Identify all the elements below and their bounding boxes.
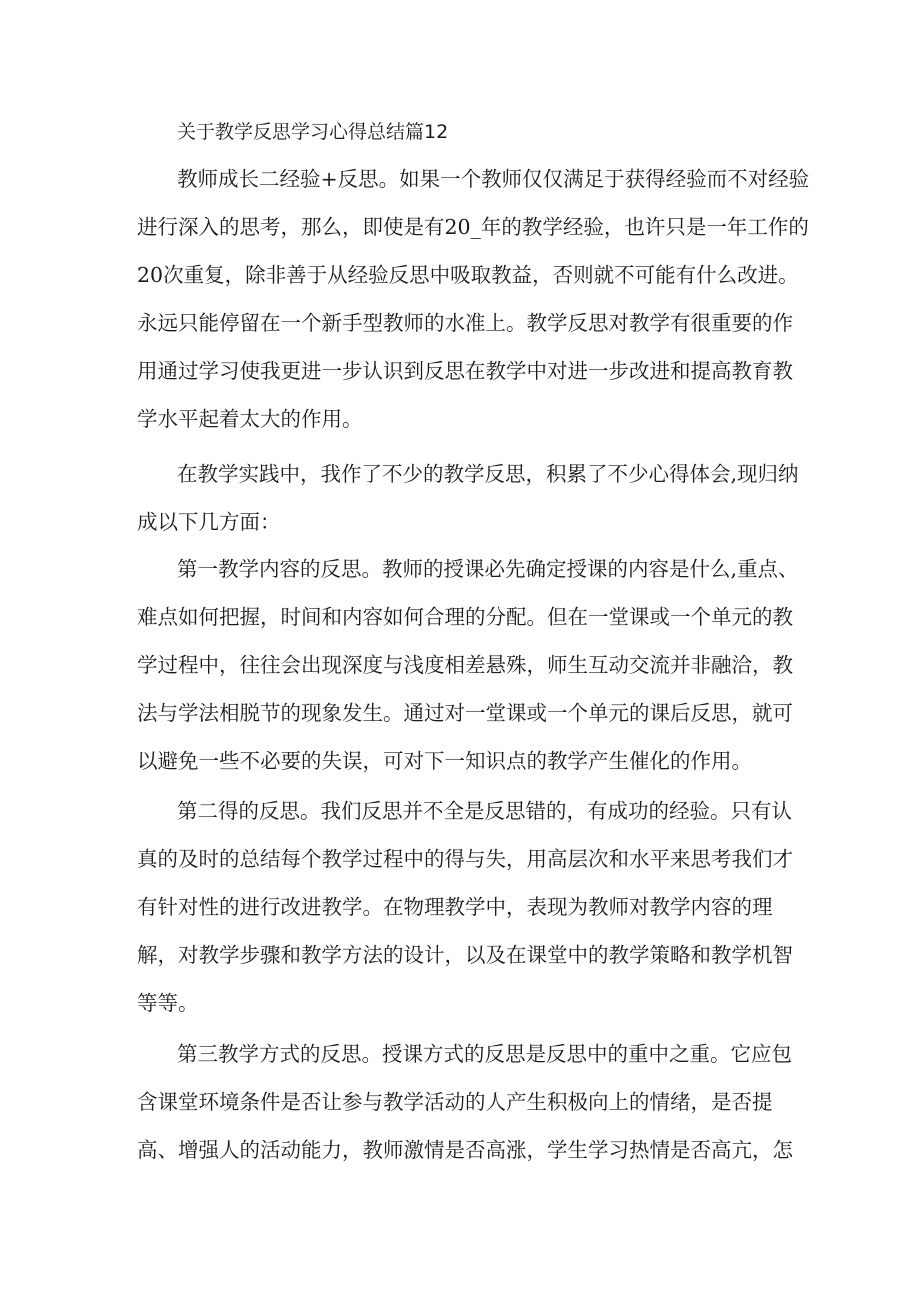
text-line: 在教学实践中，我作了不少的教学反思，积累了不少心得体会,现归纳 [177,462,799,486]
text-line: 第一教学内容的反思。教师的授课必先确定授课的内容是什么,重点、 [177,557,799,581]
text-line: 教师成长二经验+反思。如果一个教师仅仅满足于获得经验而不对经验 [177,167,810,191]
text-line: 高、增强人的活动能力，教师激情是否高涨，学生学习热情是否高亢，怎 [137,1138,793,1162]
document-title: 关于教学反思学习心得总结篇12 [177,121,449,143]
text-line: 有针对性的进行改进教学。在物理教学中，表现为教师对教学内容的理 [137,895,773,919]
text-line: 第二得的反思。我们反思并不全是反思错的，有成功的经验。只有认 [177,799,792,823]
text-line: 含课堂环境条件是否让参与教学活动的人产生积极向上的情绪，是否提 [137,1090,773,1114]
text-line: 学水平起着太大的作用。 [137,407,363,431]
text-line: 永远只能停留在一个新手型教师的水准上。教学反思对教学有很重要的作 [137,311,793,335]
text-line: 20次重复，除非善于从经验反思中吸取教益，否则就不可能有什么改进。 [137,263,799,287]
text-line: 难点如何把握，时间和内容如何合理的分配。但在一堂课或一个单元的教 [137,605,793,629]
text-line: 真的及时的总结每个教学过程中的得与失，用高层次和水平来思考我们才 [137,847,793,871]
text-line: 以避免一些不必要的失误，可对下一知识点的教学产生催化的作用。 [137,749,752,773]
text-line: 法与学法相脱节的现象发生。通过对一堂课或一个单元的课后反思，就可 [137,701,793,725]
text-line: 等等。 [137,991,199,1015]
text-line: 成以下几方面： [137,510,281,534]
text-line: 用通过学习使我更进一步认识到反思在教学中对进一步改进和提高教育教 [137,359,793,383]
text-line: 解，对教学步骤和教学方法的设计，以及在课堂中的教学策略和教学机智 [137,943,793,967]
text-line: 第三教学方式的反思。授课方式的反思是反思中的重中之重。它应包 [177,1042,792,1066]
text-line: 进行深入的思考，那么，即使是有20_年的教学经验，也许只是一年工作的 [137,215,809,239]
text-line: 学过程中，往往会出现深度与浅度相差悬殊，师生互动交流并非融洽，教 [137,653,793,677]
